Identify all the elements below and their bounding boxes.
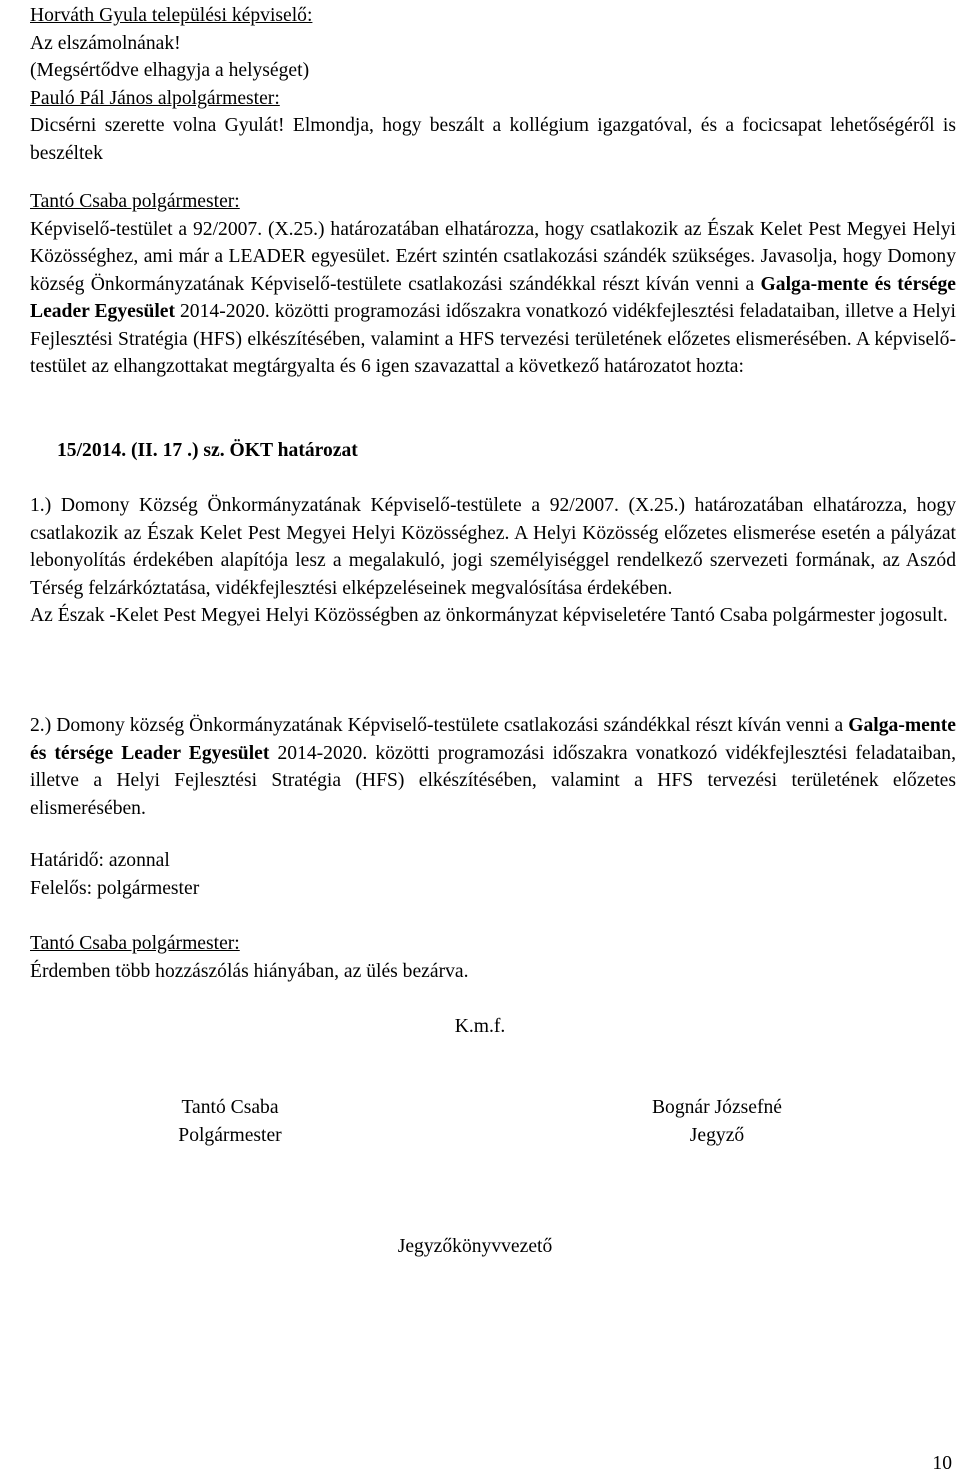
responsible: Felelős: polgármester	[30, 877, 200, 899]
stage-note: (Megsértődve elhagyja a helységet)	[30, 60, 310, 81]
page-number: 10	[932, 1453, 952, 1474]
association-name-2: Galga-mente és térsége Leader Egyesület	[30, 715, 956, 764]
speaker-paulo: Pauló Pál János alpolgármester:	[30, 87, 280, 109]
recorder-signature: Jegyzőkönyvvezető	[397, 1236, 553, 1257]
opening-section	[30, 2, 956, 167]
speaker-tanto: Tantó Csaba polgármester:	[30, 191, 240, 212]
closing-section	[30, 930, 956, 985]
association-name: Galga-mente és térsége Leader Egyesület	[30, 273, 957, 322]
resolution-item-2	[30, 712, 956, 822]
resolution-title: 15/2014. (II. 17 .) sz. ÖKT határozat	[57, 440, 358, 461]
representation-note: Az Észak -Kelet Pest Megyei Helyi Közösségben az önkormányzat képviseletére Tantó Csaba polgármester jogosult.	[30, 605, 948, 626]
speaker-horvath: Horváth Gyula települési képviselő:	[30, 5, 313, 26]
deadline: Határidő: azonnal	[30, 850, 170, 871]
paragraph-paulo: Dicsérni szerette volna Gyulát! Elmondja, hogy beszált a kollégium igazgatóval, és a focicsapat lehetőségéről is beszéltek	[30, 115, 956, 164]
closing-text: Érdemben több hozzászólás hiányában, az ülés bezárva.	[30, 960, 469, 982]
speaker-tanto-closing: Tantó Csaba polgármester:	[30, 933, 240, 954]
signature-right	[617, 1094, 817, 1149]
signature-left	[130, 1094, 330, 1149]
resolution-point-1: 1.) Domony Község Önkormányzatának Képviselő-testülete a 92/2007. (X.25.) határozatában elhatározza, hogy csatlakozik az Észak Kelet Pest Megyei Helyi Közösséghez. A Helyi Közösség előzetes elismerése esetén a pályázat lebonyolítás érdekében alapítója lesz a megalakuló, jogi személyiséggel rendelkező szervezeti formának, az Aszód Térség felzárkóztatása, vidékfejlesztési elképzeléseinek megvalósítása érdekében.	[30, 495, 956, 599]
notary-name: Bognár Józsefné	[651, 1097, 783, 1118]
deadline-block	[30, 847, 956, 902]
statement-line: Az elszámolnának!	[30, 32, 181, 54]
kmf: K.m.f.	[454, 1016, 506, 1037]
paragraph-proposal: Képviselő-testület a 92/2007. (X.25.) határozatában elhatározza, hogy csatlakozik az Észak Kelet Pest Megyei Helyi Közösséghez, ami már a LEADER egyesület. Ezért szintén csatlakozási szándék szükséges. Javasolja, hogy Domony község Önkormányzatának Képviselő-testülete csatlakozási szándékkal részt kíván venni a Galga-mente és térsége Leader Egyesület 2014-2020. közötti programozási időszakra vonatkozó vidékfejlesztési feladataiban, illetve a Helyi Fejlesztési Stratégia (HFS) elkészítésében, valamint a HFS tervezési területének előzetes elismerésében. A képviselő-testület az elhangzottakat megtárgyalta és 6 igen szavazattal a következő határozatot hozta:	[30, 218, 957, 377]
mayor-role: Polgármester	[178, 1124, 282, 1146]
resolution-point-2: 2.) Domony község Önkormányzatának Képviselő-testülete csatlakozási szándékkal részt kíván venni a Galga-mente és térsége Leader Egyesület 2014-2020. közötti programozási időszakra vonatkozó vidékfejlesztési feladataiban, illetve a Helyi Fejlesztési Stratégia (HFS) elkészítésében, valamint a HFS tervezési területének előzetes elismerésében.	[30, 715, 956, 819]
mayor-section	[30, 188, 956, 381]
resolution-item-1	[30, 492, 956, 630]
notary-role: Jegyző	[689, 1124, 745, 1146]
mayor-name: Tantó Csaba	[181, 1097, 279, 1118]
